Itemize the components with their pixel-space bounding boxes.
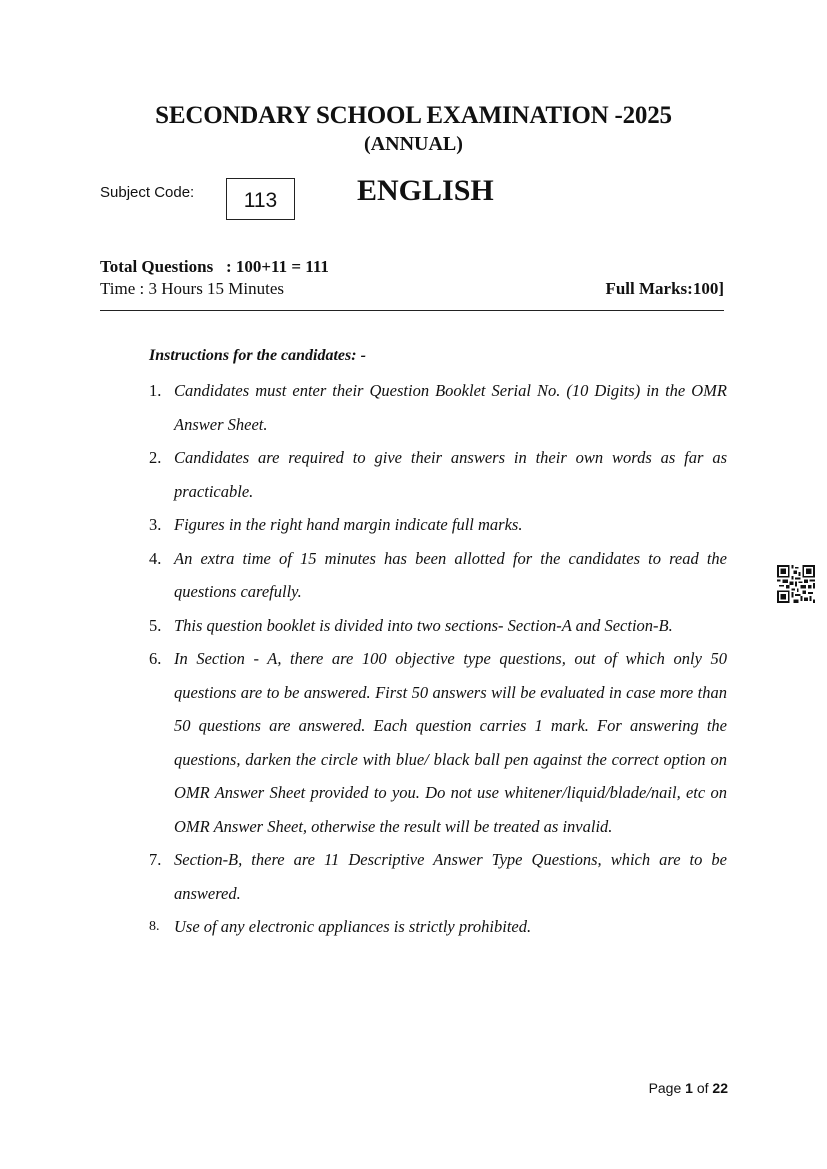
exam-title: SECONDARY SCHOOL EXAMINATION -2025 bbox=[155, 102, 672, 129]
page-total: 22 bbox=[712, 1080, 728, 1096]
instruction-item bbox=[149, 542, 727, 609]
instruction-text: Section-B, there are 11 Descriptive Answer Type Questions, which are to be answered. bbox=[174, 850, 727, 903]
instruction-number: 1. bbox=[149, 381, 162, 400]
page-prefix: Page bbox=[648, 1080, 682, 1096]
exam-time: Time : 3 Hours 15 Minutes bbox=[100, 279, 285, 298]
subject-code-label: Subject Code: bbox=[100, 184, 195, 201]
instruction-number: 5. bbox=[149, 615, 162, 635]
instruction-text: This question booklet is divided into two sections- Section-A and Section-B. bbox=[174, 615, 673, 635]
exam-subtitle: (ANNUAL) bbox=[364, 133, 463, 155]
instruction-number: 2. bbox=[149, 448, 162, 467]
instruction-text: Use of any electronic appliances is strictly prohibited. bbox=[174, 917, 532, 936]
page-number bbox=[649, 1080, 728, 1096]
page-of: of bbox=[696, 1080, 709, 1096]
subject-code-box: 113 bbox=[226, 178, 295, 220]
instruction-item bbox=[149, 910, 727, 944]
instruction-item bbox=[149, 609, 727, 643]
instruction-item bbox=[149, 374, 727, 441]
page-current: 1 bbox=[685, 1080, 693, 1096]
qr-code-icon bbox=[777, 565, 815, 603]
instruction-number: 4. bbox=[149, 548, 162, 568]
instruction-text: Candidates are required to give their answers in their own words as far as practicable. bbox=[174, 448, 727, 501]
full-marks: Full Marks:100] bbox=[605, 279, 724, 298]
instruction-text: Figures in the right hand margin indicate full marks. bbox=[174, 515, 523, 534]
instruction-number: 6. bbox=[149, 649, 162, 668]
instruction-item bbox=[149, 441, 727, 508]
total-questions: Total Questions : 100+11 = 111 bbox=[100, 257, 329, 276]
instruction-number: 3. bbox=[149, 515, 162, 534]
subject-name: ENGLISH bbox=[357, 174, 494, 207]
instruction-text: Candidates must enter their Question Booklet Serial No. (10 Digits) in the OMR Answer Sheet. bbox=[174, 381, 727, 434]
instructions-heading: Instructions for the candidates: - bbox=[149, 347, 366, 364]
header-divider bbox=[100, 310, 724, 311]
instructions-list bbox=[149, 374, 727, 944]
instruction-number: 8. bbox=[149, 919, 160, 934]
instruction-text: In Section - A, there are 100 objective type questions, out of which only 50 questions are to be answered. First 50 answers will be evaluated in case more than 50 questions are answered. Each question carries 1 mark. For answering the questions, darken the circle with blue/ black ball pen against the correct option on OMR Answer Sheet provided to you. Do not use whitener/liquid/blade/nail, etc on OMR Answer Sheet, otherwise the result will be treated as invalid. bbox=[174, 649, 727, 836]
instruction-item bbox=[149, 843, 727, 910]
instruction-text: An extra time of 15 minutes has been allotted for the candidates to read the questions carefully. bbox=[174, 548, 727, 601]
instruction-item bbox=[149, 508, 727, 542]
instruction-item bbox=[149, 642, 727, 843]
instruction-number: 7. bbox=[149, 850, 162, 869]
